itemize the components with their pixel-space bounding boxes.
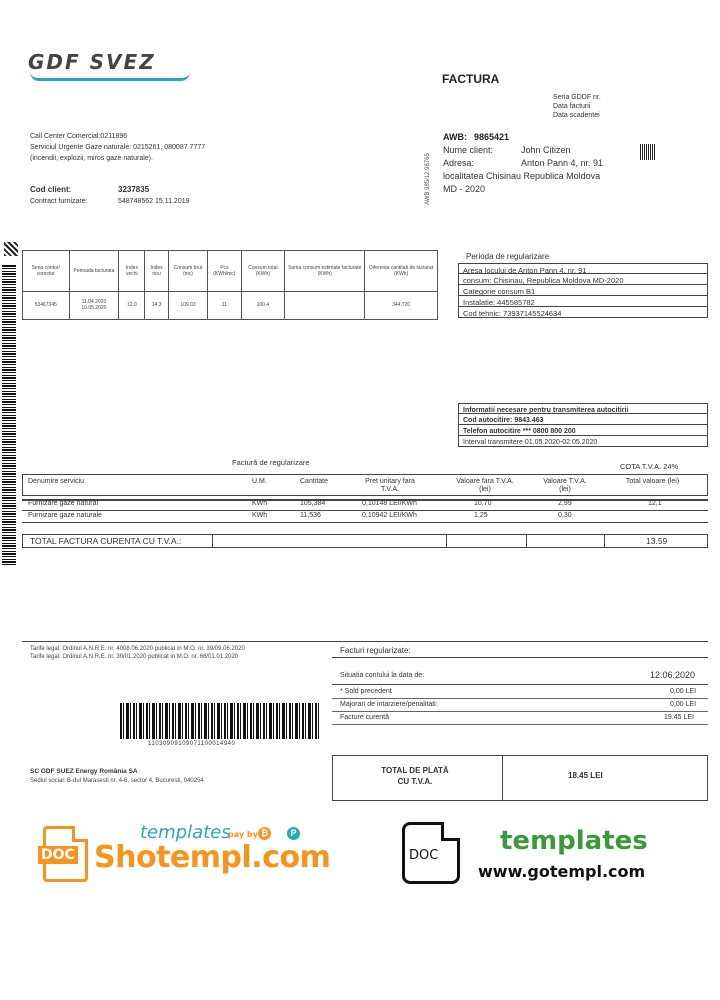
total-payment-label: CU T.V.A. bbox=[397, 777, 433, 786]
table-cell bbox=[285, 291, 365, 319]
column-header: Perioada facturata bbox=[69, 251, 119, 292]
autocitire-title: Informatii necesare pentru transmiterea autocitirii bbox=[458, 403, 708, 414]
total-divider bbox=[446, 534, 447, 548]
total-payment-divider bbox=[502, 755, 503, 801]
column-header: Index vechi bbox=[119, 251, 145, 292]
total-divider bbox=[604, 534, 605, 548]
balance-rule bbox=[332, 698, 708, 699]
table-cell: 12,1 bbox=[648, 500, 662, 507]
regularization-line: Instalatie: 445585782 bbox=[458, 296, 708, 307]
client-code-label: Cod client: bbox=[30, 185, 72, 194]
column-header: Pcs (KWh/mc) bbox=[208, 251, 241, 292]
postal-value: MD - 2020 bbox=[443, 184, 486, 194]
call-center: Call Center Comercial:0211896 bbox=[30, 133, 128, 140]
table-cell: 109.03 bbox=[168, 291, 207, 319]
balance-underline bbox=[332, 657, 708, 658]
balance-title: Facturi regularizate: bbox=[340, 646, 411, 655]
table-cell: 105,384 bbox=[300, 500, 326, 507]
table-cell: 2,99 bbox=[558, 500, 572, 507]
column-header: Consum total (KWh) bbox=[241, 251, 285, 292]
table-cell: KWh bbox=[252, 512, 268, 519]
table-cell: 100.4 bbox=[241, 291, 285, 319]
total-payment-value: 18.45 LEI bbox=[568, 771, 603, 780]
services-section-title: Factură de regularizare bbox=[232, 458, 310, 467]
logo-text: GDF SVEZ bbox=[28, 50, 156, 74]
total-value: 13.59 bbox=[646, 536, 668, 546]
table-cell: Furnizare gaze natural bbox=[28, 500, 99, 507]
consumption-table bbox=[22, 250, 438, 320]
emergency-note: (incendii, explozii, miros gaze naturale). bbox=[30, 155, 153, 162]
client-code-value: 3237835 bbox=[118, 185, 150, 194]
legal-line: Tarife legal: Ordinul A.N.R.E. nr. 4008.06.2020 publicat in M.O. nr. 39/09.06.2020 bbox=[30, 646, 245, 652]
doc-file-corner bbox=[72, 826, 88, 842]
awb-label: AWB: bbox=[443, 132, 467, 142]
table-cell: 10,70 bbox=[474, 500, 492, 507]
autocitire-box bbox=[458, 403, 708, 447]
balance-rule bbox=[332, 724, 708, 725]
column-header: Suma consum estimate facturate (KWh) bbox=[285, 251, 365, 292]
company-address: Sediul social: B-dul Marasesti nr. 4-6, sector 4, Bucuresti, 040254 bbox=[30, 778, 204, 784]
document-title: FACTURA bbox=[442, 72, 500, 86]
logo-swoosh bbox=[30, 72, 190, 81]
tva-rate: COTA T.V.A. 24% bbox=[620, 462, 679, 471]
qr-code-icon bbox=[640, 144, 656, 160]
balance-label: Facture curentă bbox=[340, 714, 390, 721]
balance-value: 19.45 LEI bbox=[664, 714, 694, 721]
section-divider bbox=[22, 641, 708, 642]
balance-value: 0,00 LEI bbox=[670, 701, 697, 708]
emergency-line: Serviciul Urgente Gaze naturale: 0215261, 080087 7777 bbox=[30, 144, 206, 151]
qr-code-icon bbox=[4, 242, 18, 256]
column-header: Denumire serviciu bbox=[28, 478, 85, 485]
regularization-line: Categorie consum B1 bbox=[458, 285, 708, 296]
balance-label: * Sold precedent bbox=[340, 688, 392, 695]
side-code: AWB 985/12 98765 bbox=[425, 153, 431, 205]
invoice-series: Seria GDDF nr. bbox=[553, 94, 601, 101]
gotempl-url: www.gotempl.com bbox=[478, 862, 646, 881]
address-label: Adresa: bbox=[443, 158, 475, 168]
status-date: 12.06.2020 bbox=[650, 670, 696, 680]
due-date: Data scadentei bbox=[553, 112, 600, 119]
column-header: Index nou bbox=[145, 251, 168, 292]
doc-badge: DOC bbox=[38, 846, 78, 864]
table-cell: 11.04.2020 10.05.2020 bbox=[69, 291, 119, 319]
column-header: Valoare T.V.A. (lei) bbox=[543, 478, 587, 494]
contract-label: Contract furnizare: bbox=[30, 198, 88, 205]
column-header: Consum brut (mc) bbox=[168, 251, 207, 292]
table-cell: 344.720 bbox=[365, 291, 438, 319]
doc-badge: DOC bbox=[406, 848, 441, 863]
autocitire-interval: Interval transmitere 01.05.2020-02.05.2020 bbox=[458, 436, 708, 447]
table-cell: 0,10942 LEI/KWh bbox=[362, 512, 417, 519]
paypal-icon: P bbox=[287, 827, 300, 840]
barcode-number: 11030909109071100014940 bbox=[148, 741, 236, 747]
regularization-line: Aresa locului de Anton Pann 4, nr. 91 bbox=[458, 263, 708, 274]
company-name: SC GDF SUEZ Energy România SA bbox=[30, 768, 138, 775]
payment-barcode bbox=[120, 703, 320, 739]
name-value: John Citizen bbox=[521, 145, 571, 155]
table-cell: 14.3 bbox=[145, 291, 168, 319]
balance-label: Majorari de intarziere/penalitati: bbox=[340, 701, 438, 708]
column-header: Seria contor/ corector bbox=[23, 251, 70, 292]
awb-value: 9865421 bbox=[474, 132, 510, 142]
column-header: Cantitate bbox=[300, 478, 329, 485]
contract-value: 548748562 15.11.2019 bbox=[118, 198, 190, 205]
column-header: Total valoare (lei) bbox=[625, 478, 680, 485]
table-cell: 12.0 bbox=[119, 291, 145, 319]
column-header: Diferenta cantitati de facturat (KWh) bbox=[365, 251, 438, 292]
table-cell: 53467345 bbox=[23, 291, 70, 319]
table-cell: 11,536 bbox=[300, 512, 321, 519]
name-label: Nume client: bbox=[443, 145, 494, 155]
table-cell: Furnizare gaze naturale bbox=[28, 512, 102, 519]
doc-file-corner bbox=[441, 822, 460, 841]
balance-value: 0,00 LEI bbox=[670, 688, 697, 695]
column-header: Valoare fara T.V.A. (lei) bbox=[456, 478, 514, 494]
column-header: U.M. bbox=[252, 478, 267, 485]
regularization-line: consum: Chisinau, Republica Moldova MD-2020 bbox=[458, 274, 708, 285]
address-value: Anton Pann 4, nr. 91 bbox=[521, 158, 604, 168]
column-header: Pret unitary fara T.V.A. bbox=[365, 478, 415, 494]
templates-script: templates bbox=[140, 822, 231, 843]
balance-rule bbox=[332, 711, 708, 712]
total-divider bbox=[526, 534, 527, 548]
table-cell: KWh bbox=[252, 500, 268, 507]
shotempl-brand: Shotempl.com bbox=[94, 840, 331, 875]
vertical-barcode bbox=[2, 265, 16, 565]
total-divider bbox=[212, 534, 213, 548]
regularization-box bbox=[458, 263, 708, 318]
gotempl-title: templates bbox=[500, 826, 648, 856]
company-logo bbox=[28, 50, 198, 86]
table-cell: 0,10148 LEI/KWh bbox=[362, 500, 417, 507]
autocitire-code: Cod autocitire: 9843.463 bbox=[458, 414, 708, 425]
table-cell: 11 bbox=[208, 291, 241, 319]
regularization-title: Perioda de regularizare bbox=[466, 252, 550, 261]
total-payment-label: TOTAL DE PLATĂ bbox=[381, 766, 449, 775]
table-cell: 1,25 bbox=[474, 512, 488, 519]
locality-value: localitatea Chisinau Republica Moldova bbox=[443, 171, 601, 181]
invoice-date: Data facturii bbox=[553, 103, 591, 110]
total-label: TOTAL FACTURA CURENTA CU T.V.A.: bbox=[30, 536, 182, 546]
regularization-line: Cod tehnic: 73937145524634 bbox=[458, 307, 708, 318]
table-cell: 0,30 bbox=[558, 512, 572, 519]
bitcoin-icon: ₿ bbox=[258, 827, 271, 840]
balance-rule bbox=[332, 684, 708, 685]
table-row bbox=[23, 291, 438, 319]
status-label: Situatia contului la data de: bbox=[340, 672, 425, 679]
payby-text: pay by bbox=[228, 830, 258, 839]
legal-line: Tarife legal: Ordinul A.N.R.E. nr. 30/01.2020 publicat in M.O. nr. 66/01.01.2020 bbox=[30, 654, 239, 660]
autocitire-phone: Telefon autocitire *** 0800 800 200 bbox=[458, 425, 708, 436]
